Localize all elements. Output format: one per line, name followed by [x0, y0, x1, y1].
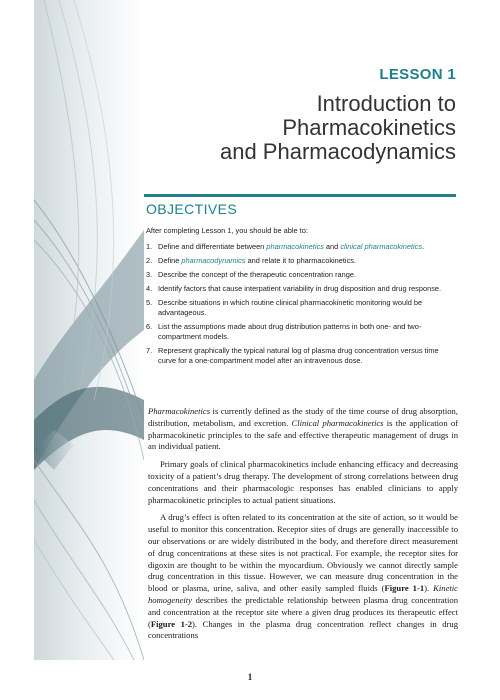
lesson-title: [136, 92, 456, 164]
page-number: 1: [247, 672, 253, 682]
objective-number: 1.: [146, 242, 153, 251]
body-paragraph: [148, 512, 458, 642]
body-text: [148, 406, 458, 648]
objective-text: Represent graphically the typical natural log of plasma drug concentration versus time curve for a one-compartment model after an intravenous dose.: [158, 346, 439, 365]
lesson-label: LESSON 1: [379, 66, 456, 83]
objective-item: [146, 242, 458, 252]
objective-text: Describe situations in which routine clinical pharmacokinetic monitoring would be advantageous.: [158, 298, 423, 317]
body-paragraph: Primary goals of clinical pharmacokinetics include enhancing efficacy and decreasing toxicity of a patient’s drug therapy. The development of strong correlations between drug concentrations and their pharmacologic responses has enabled clinicians to apply pharmacokinetic principles to actual patient situations.: [148, 459, 458, 505]
objective-number: 5.: [146, 298, 153, 307]
figure-reference: Figure 1-2: [150, 618, 193, 629]
term-clinical-pharmacokinetics: Clinical pharmacokinetics: [291, 417, 384, 428]
term-kinetic-homogeneity: Kinetic homogeneity: [148, 583, 458, 605]
objective-number: 3.: [146, 270, 153, 279]
objective-term: pharmacodynamics: [181, 256, 246, 265]
objectives-intro: After completing Lesson 1, you should be able to:: [146, 226, 308, 235]
objective-text-part: .: [422, 242, 425, 251]
paragraph-text: describes the predictable relationship between plasma drug concentration and concentration at the receptor site where a given drug produces its therapeutic effect (: [148, 594, 458, 629]
objectives-rule: [144, 194, 456, 197]
objectives-heading: OBJECTIVES: [146, 201, 238, 217]
body-paragraph: [148, 406, 458, 453]
title-line-2: Pharmacokinetics: [282, 115, 456, 140]
objective-text: Identify factors that cause interpatient variability in drug disposition and drug response.: [158, 284, 442, 293]
objective-number: 4.: [146, 284, 153, 293]
objective-term: pharmacokinetics: [266, 242, 324, 251]
paragraph-text: ).: [424, 583, 434, 594]
decorative-swirl-artwork: [34, 0, 144, 660]
objective-text-part: Define and differentiate between: [158, 242, 267, 251]
objective-item: [146, 256, 458, 266]
paragraph-text: is the application of pharmacokinetic principles to the safe and effective therapeutic management of drugs in an individual patient.: [148, 417, 459, 452]
objective-item: [146, 322, 458, 342]
objective-item: [146, 284, 458, 294]
objective-text-part: and relate it to pharmacokinetics.: [245, 256, 357, 265]
objective-number: 6.: [146, 322, 153, 331]
objective-item: [146, 346, 458, 366]
objective-number: 2.: [146, 256, 153, 265]
title-line-3: and Pharmacodynamics: [219, 139, 456, 164]
objective-item: [146, 298, 458, 318]
term-pharmacokinetics: Pharmacokinetics: [148, 406, 211, 416]
paragraph-text: ). Changes in the plasma drug concentration reflect changes in drug concentrations: [148, 618, 458, 641]
objective-text: List the assumptions made about drug distribution patterns in both one- and two-compartment models.: [158, 322, 422, 341]
objective-text: [158, 256, 458, 266]
objective-item: [146, 270, 458, 280]
paragraph-text: A drug’s effect is often related to its concentration at the site of action, so it would be useful to monitor this concentration. Receptor sites of drugs are generally inaccessible to our observations or are widely distributed in the body, and therefore direct measurement of drug concentrations at these sites is not practical. For example, the receptor sites for digoxin are thought to be within the myocardium. Obviously we cannot directly sample drug concentration in this tissue. However, we can measure drug concentration in the blood or plasma, urine, saliva, and other easily sampled fluids (: [148, 512, 458, 594]
figure-reference: Figure 1-1: [384, 583, 425, 594]
objective-number: 7.: [146, 346, 153, 355]
objectives-list: [146, 238, 458, 366]
objective-text: [158, 242, 458, 252]
objective-text: Describe the concept of the therapeutic concentration range.: [158, 270, 357, 279]
paragraph-text: is currently defined as the study of the time course of drug absorption, distribution, metabolism, and excretion.: [148, 406, 458, 428]
swirl-graphic: [34, 0, 144, 660]
objective-text-part: and: [323, 242, 341, 251]
title-line-1: Introduction to: [316, 91, 456, 116]
objective-text-part: Define: [158, 256, 182, 265]
objective-term: clinical pharmacokinetics: [340, 242, 423, 251]
